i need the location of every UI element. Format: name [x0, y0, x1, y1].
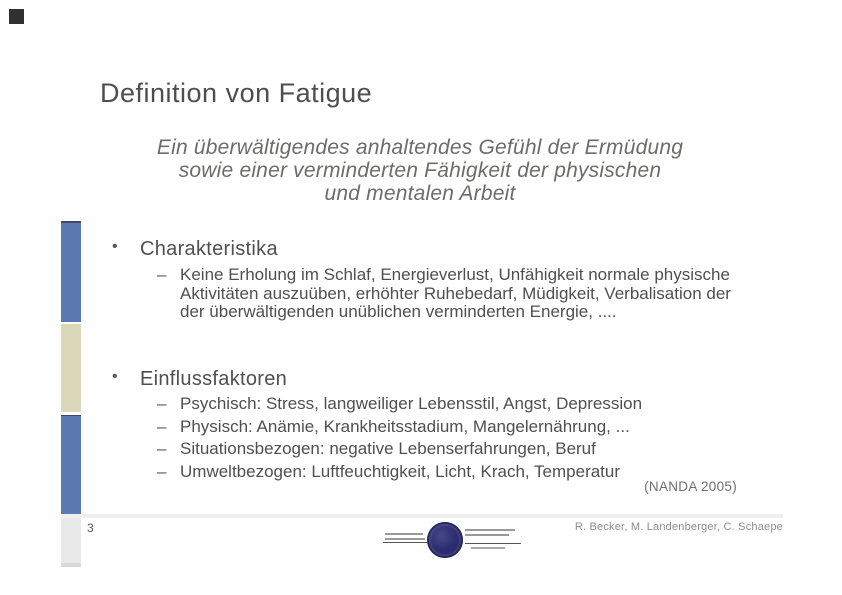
accent-bar-blue-top: [61, 221, 81, 322]
corner-marker: [9, 9, 24, 24]
dash-icon: –: [157, 265, 167, 284]
list-item: [157, 417, 747, 436]
bullet-heading-charakteristika: [112, 238, 712, 261]
bullet-icon: •: [112, 368, 118, 385]
dash-icon: –: [157, 394, 167, 413]
list-item-text: Psychisch: Stress, langweiliger Lebensstil, Angst, Depression: [180, 394, 643, 413]
footer-divider: [61, 514, 783, 518]
accent-bar-blue-bottom: [61, 415, 81, 515]
citation: (NANDA 2005): [644, 479, 737, 494]
list-item: [157, 394, 747, 413]
bullet-heading-einflussfaktoren: [112, 368, 712, 391]
subtitle-line-3: und mentalen Arbeit: [324, 182, 516, 205]
logo-rule-left: [383, 542, 427, 543]
list-item-text: Physisch: Anämie, Krankheitsstadium, Mangelernährung, ...: [180, 416, 630, 436]
dash-icon: –: [157, 439, 167, 458]
list-item-text: Situationsbezogen: negative Lebenserfahrungen, Beruf: [180, 439, 596, 458]
bullet-icon: •: [112, 238, 118, 255]
list-item: [157, 439, 747, 458]
university-seal-icon: [427, 522, 463, 558]
bullet-heading-label: Einflussfaktoren: [140, 368, 288, 390]
list-item-text: Keine Erholung im Schlaf, Energieverlust, Unfähigkeit normale physische Aktivitäten auszuüben, erhöhter Ruhebedarf, Müdigkeit, Verbalisation der der überwältigenden unüblichen verminderten Energie, ....: [180, 265, 731, 321]
list-item: [157, 462, 747, 481]
sub-items-charakteristika: [157, 266, 747, 322]
subtitle-line-1: Ein überwältigendes anhaltendes Gefühl der Ermüdung: [156, 136, 684, 159]
logo-rule-right: [465, 543, 521, 544]
accent-bar-footer-gray: [61, 517, 81, 567]
dash-icon: –: [157, 416, 167, 436]
subtitle-line-2: sowie einer verminderten Fähigkeit der physischen: [178, 159, 662, 182]
logo-subline: [471, 547, 505, 549]
sub-items-einflussfaktoren: [157, 394, 747, 484]
dash-icon: –: [157, 461, 167, 481]
page-number: 3: [87, 521, 94, 535]
logo-text-right: [465, 529, 517, 538]
university-logo: [383, 520, 533, 562]
accent-bar-beige: [61, 324, 81, 412]
logo-text-left: [385, 533, 425, 542]
slide-subtitle: [85, 136, 755, 205]
footer-authors: R. Becker, M. Landenberger, C. Schaepe: [574, 521, 783, 533]
bullet-heading-label: Charakteristika: [140, 238, 278, 260]
slide-title: Definition von Fatigue: [100, 78, 373, 108]
list-item: [157, 266, 747, 322]
list-item-text: Umweltbezogen: Luftfeuchtigkeit, Licht, Krach, Temperatur: [180, 461, 621, 481]
